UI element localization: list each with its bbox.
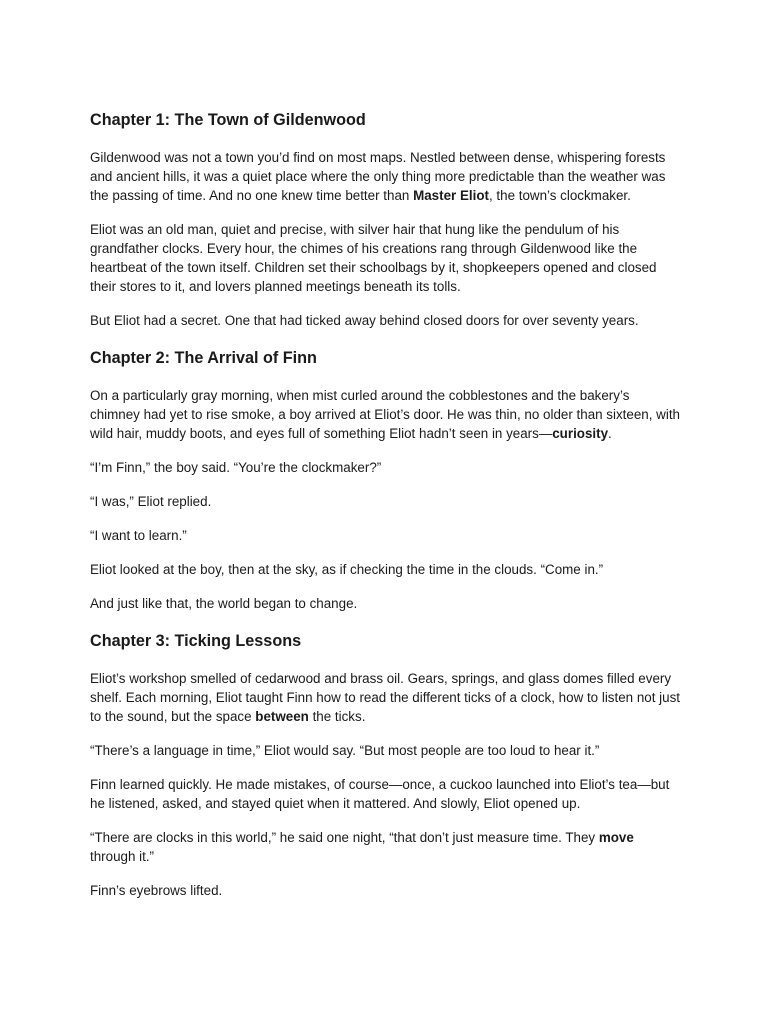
text-run: Gildenwood was not a town you’d find on most maps. Nestled between dense, whispering forests and ancient hills, it was a quiet place where the only thing more predictable than the weather was the passing of time. And no one knew time better than [90, 150, 666, 203]
chapter-3-paragraph-4 [90, 828, 682, 866]
chapter-3-paragraph-2: “There’s a language in time,” Eliot would say. “But most people are too loud to hear it.” [90, 743, 600, 758]
bold-text: between [255, 709, 309, 724]
chapter-1-heading: Chapter 1: The Town of Gildenwood [90, 111, 366, 129]
text-run: , the town’s clockmaker. [488, 188, 631, 203]
chapter-1-paragraph-2: Eliot was an old man, quiet and precise, with silver hair that hung like the pendulum of his grandfather clocks. Every hour, the chimes of his creations rang through Gildenwood like the heartbeat of the town itself. Children set their schoolbags by it, shopkeepers opened and closed their stores to it, and lovers planned meetings beneath its tolls. [90, 222, 657, 294]
chapter-2-paragraph-3: “I was,” Eliot replied. [90, 494, 212, 509]
text-run: . [608, 426, 612, 441]
chapter-3-paragraph-1 [90, 669, 682, 726]
chapter-2-heading: Chapter 2: The Arrival of Finn [90, 349, 317, 367]
bold-text: Master Eliot [413, 188, 489, 203]
chapter-2-paragraph-2: “I’m Finn,” the boy said. “You’re the clockmaker?” [90, 460, 382, 475]
document-page [90, 110, 682, 900]
chapter-1-paragraph-1 [90, 148, 682, 205]
chapter-3-paragraph-5: Finn’s eyebrows lifted. [90, 883, 223, 898]
bold-text: curiosity [552, 426, 609, 441]
chapter-3-heading: Chapter 3: Ticking Lessons [90, 632, 302, 650]
text-run: through it.” [90, 849, 155, 864]
chapter-2-paragraph-6: And just like that, the world began to change. [90, 596, 358, 611]
bold-text: move [598, 830, 634, 845]
text-run: On a particularly gray morning, when mist curled around the cobblestones and the bakery’s chimney had yet to rise smoke, a boy arrived at Eliot’s door. He was thin, no older than sixteen, with wild hair, muddy boots, and eyes full of something Eliot hadn’t seen in years— [90, 388, 680, 441]
text-run: the ticks. [308, 709, 366, 724]
chapter-2-paragraph-4: “I want to learn.” [90, 528, 187, 543]
text-run: Eliot’s workshop smelled of cedarwood and brass oil. Gears, springs, and glass domes filled every shelf. Each morning, Eliot taught Finn how to read the different ticks of a clock, how to listen not just to the sound, but the space [90, 671, 680, 724]
chapter-3-paragraph-3: Finn learned quickly. He made mistakes, of course—once, a cuckoo launched into Eliot’s tea—but he listened, asked, and stayed quiet when it mattered. And slowly, Eliot opened up. [90, 777, 670, 811]
chapter-1-paragraph-3: But Eliot had a secret. One that had ticked away behind closed doors for over seventy years. [90, 313, 639, 328]
text-run: “There are clocks in this world,” he said one night, “that don’t just measure time. They [90, 830, 599, 845]
chapter-2-paragraph-1 [90, 386, 682, 443]
chapter-2-paragraph-5: Eliot looked at the boy, then at the sky, as if checking the time in the clouds. “Come in.” [90, 562, 604, 577]
